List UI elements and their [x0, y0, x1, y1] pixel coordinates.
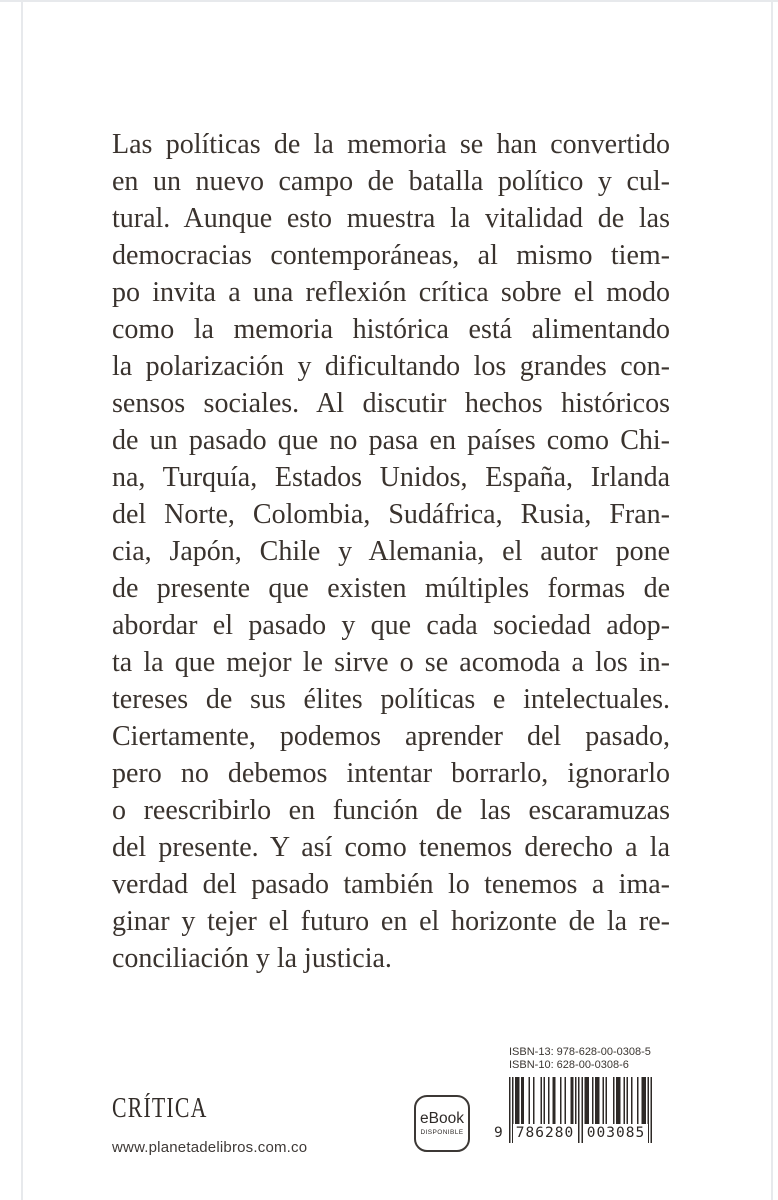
blurb-line: na, Turquía, Estados Unidos, España, Irlanda	[112, 462, 670, 493]
blurb-line: ginar y tejer el futuro en el horizonte de la re-	[112, 906, 670, 937]
barcode-digits-left: 786280	[513, 1124, 577, 1143]
blurb-line: pero no debemos intentar borrarlo, ignorarlo	[112, 758, 670, 789]
ebook-badge-subtitle: DISPONIBLE	[420, 1129, 464, 1136]
page-edge-right	[771, 0, 773, 1200]
isbn10-label: ISBN-10: 628-00-0308-6	[509, 1059, 629, 1071]
barcode-digit-first: 9	[494, 1125, 503, 1141]
blurb-line: Las políticas de la memoria se han convertido	[112, 129, 670, 160]
blurb-line: en un nuevo campo de batalla político y cul-	[112, 166, 670, 197]
publisher-block	[112, 1093, 307, 1156]
blurb-line: abordar el pasado y que cada sociedad adop-	[112, 610, 670, 641]
publisher-logo: CRÍTICA	[112, 1093, 208, 1124]
blurb-line: la polarización y dificultando los grandes con-	[112, 351, 670, 382]
ebook-badge-title: eBook	[420, 1110, 464, 1127]
blurb-line: del presente. Y así como tenemos derecho a la	[112, 832, 670, 863]
blurb-line: de presente que existen múltiples formas de	[112, 573, 670, 604]
blurb-line: cia, Japón, Chile y Alemania, el autor pone	[112, 536, 670, 567]
barcode-block	[494, 1046, 659, 1147]
blurb-line: verdad del pasado también lo tenemos a ima-	[112, 869, 670, 900]
blurb-line: como la memoria histórica está alimentando	[112, 314, 670, 345]
blurb-line: sensos sociales. Al discutir hechos históricos	[112, 388, 670, 419]
blurb-line: Ciertamente, podemos aprender del pasado,	[112, 721, 670, 752]
back-cover-blurb	[112, 126, 670, 977]
blurb-line: de un pasado que no pasa en países como Chi-	[112, 425, 670, 456]
blurb-line: democracias contemporáneas, al mismo tiem-	[112, 240, 670, 271]
blurb-line: tereses de sus élites políticas e intelectuales.	[112, 684, 670, 715]
blurb-line: del Norte, Colombia, Sudáfrica, Rusia, Fran-	[112, 499, 670, 530]
blurb-line: o reescribirlo en función de las escaramuzas	[112, 795, 670, 826]
page-edge-top	[0, 0, 778, 2]
isbn13-label: ISBN-13: 978-628-00-0308-5	[509, 1046, 651, 1058]
barcode-digits-right: 003085	[584, 1124, 648, 1143]
blurb-line: ta la que mejor le sirve o se acomoda a los in-	[112, 647, 670, 678]
publisher-website: www.planetadelibros.com.co	[112, 1139, 308, 1156]
page-edge-left	[21, 0, 23, 1200]
blurb-line: po invita a una reflexión crítica sobre el modo	[112, 277, 670, 308]
ebook-badge	[414, 1095, 470, 1152]
blurb-line: conciliación y la justicia.	[112, 943, 392, 974]
ean13-barcode	[494, 1077, 659, 1147]
blurb-line: tural. Aunque esto muestra la vitalidad de las	[112, 203, 670, 234]
